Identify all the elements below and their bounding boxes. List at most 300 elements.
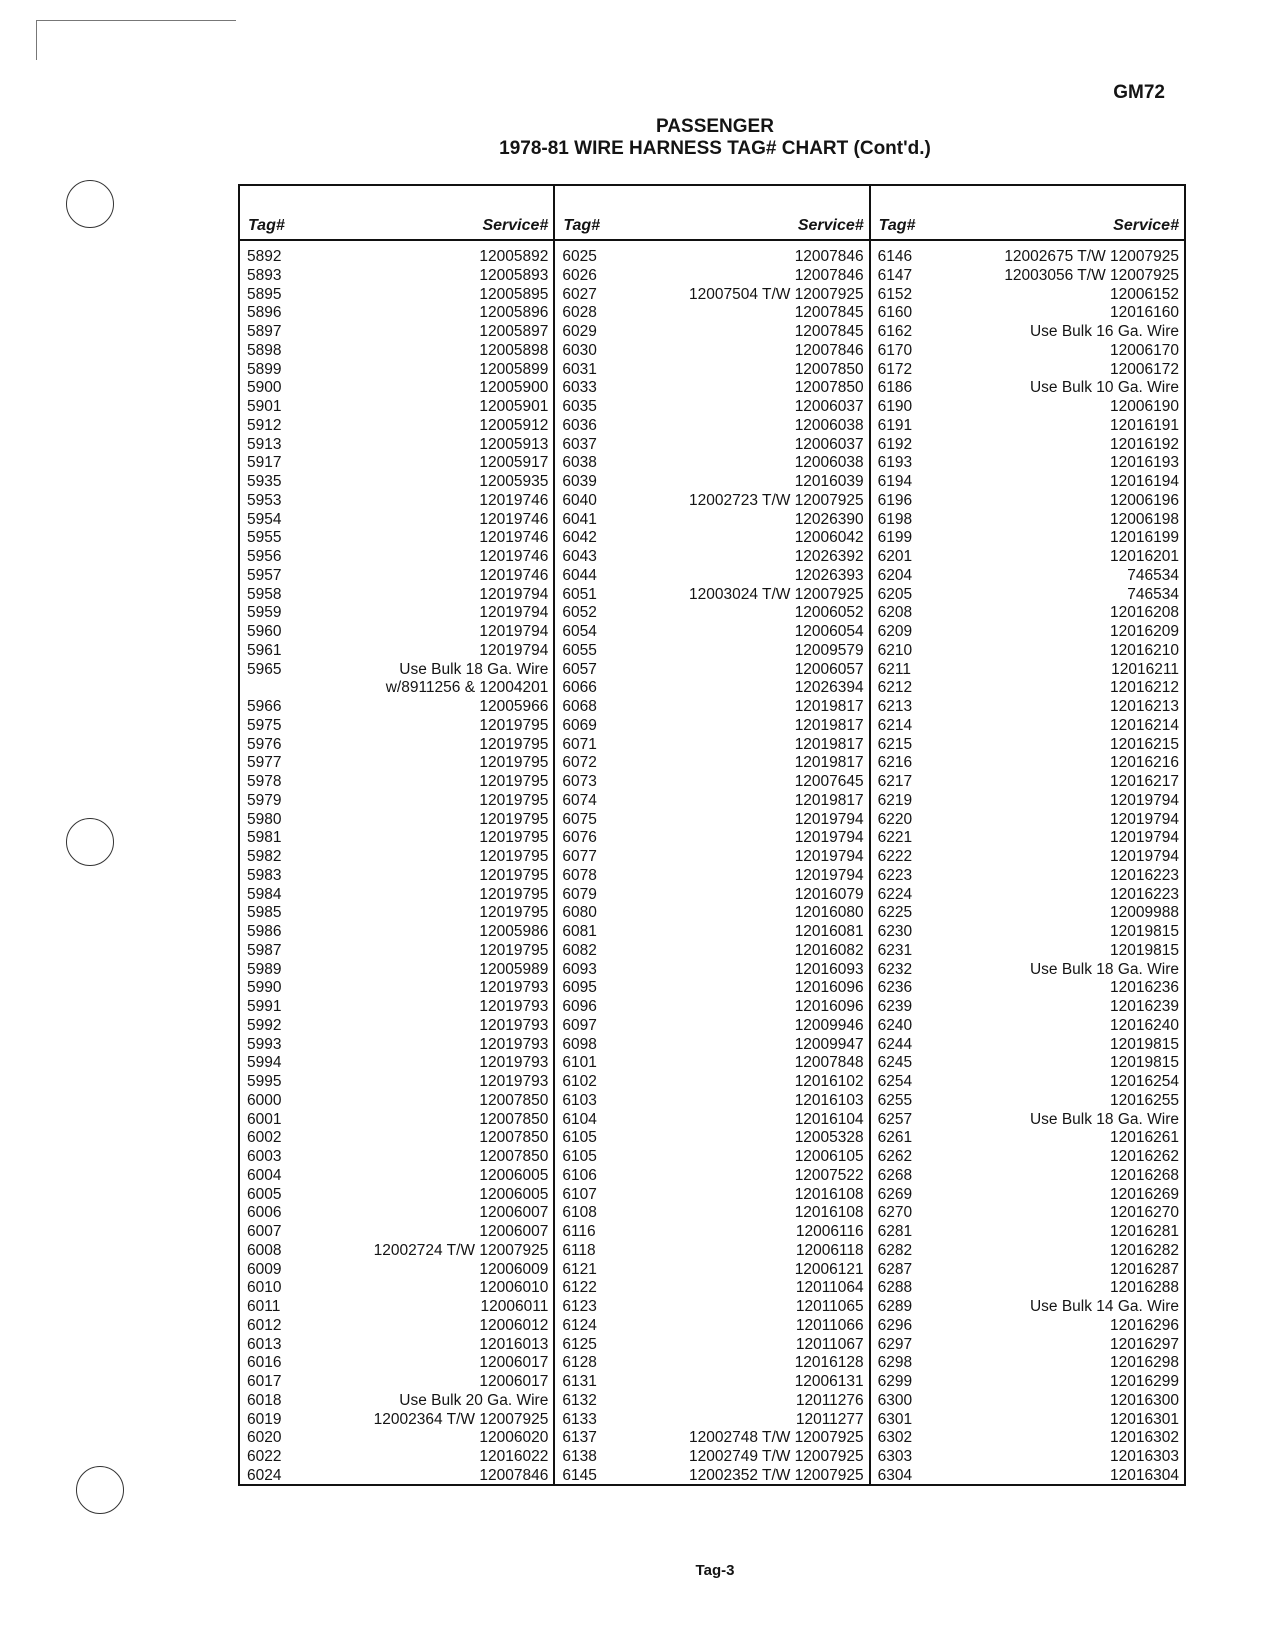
service-number: 12006005	[479, 1185, 549, 1203]
table-row	[555, 1073, 868, 1092]
service-number: 12016194	[1110, 473, 1179, 490]
service-number: 12007850	[794, 379, 864, 397]
table-row	[555, 1129, 868, 1148]
service-number: 12016193	[1110, 454, 1179, 472]
table-row	[871, 417, 1184, 436]
table-row	[240, 473, 553, 492]
service-number: 12006009	[479, 1260, 549, 1278]
tag-number: 5956	[247, 548, 282, 565]
table-row	[240, 979, 553, 998]
table-row	[555, 417, 868, 436]
tag-number: 5958	[247, 585, 282, 603]
table-row	[240, 886, 553, 905]
service-number: 12019794	[794, 829, 864, 847]
service-number: 12016093	[794, 960, 864, 978]
table-row	[240, 1317, 553, 1336]
tag-number: 6133	[562, 1410, 597, 1428]
service-number: 12016223	[1110, 885, 1179, 903]
table-row	[555, 1467, 868, 1486]
tag-number: 5955	[247, 529, 282, 547]
document-code: GM72	[1113, 82, 1165, 103]
tag-number: 5994	[247, 1054, 282, 1072]
tag-number: 6068	[562, 698, 597, 715]
service-number: 12019794	[1110, 810, 1179, 828]
tag-number: 5991	[247, 998, 282, 1015]
table-row	[240, 1242, 553, 1261]
table-row	[555, 529, 868, 548]
service-number: 12019795	[479, 941, 549, 959]
service-number: 12016297	[1110, 1335, 1179, 1353]
service-number: 12016223	[1110, 866, 1179, 884]
service-number: 12019795	[479, 773, 549, 790]
table-row	[240, 904, 553, 923]
tag-number: 6224	[877, 885, 913, 903]
service-number: 12005893	[479, 266, 549, 284]
tag-number: 6040	[562, 491, 597, 509]
table-row	[871, 848, 1184, 867]
title-line-1: PASSENGER	[656, 116, 774, 137]
tag-number: 6254	[877, 1073, 913, 1090]
table-row	[871, 754, 1184, 773]
service-number: 12002748 T/W 12007925	[688, 1429, 864, 1447]
service-number: 12006052	[794, 604, 864, 622]
service-number: 12019793	[479, 1054, 549, 1072]
service-number: 12019793	[479, 979, 549, 997]
service-number: 12016079	[794, 885, 864, 903]
column-header	[240, 186, 553, 241]
tag-number: 6013	[247, 1335, 282, 1353]
table-row	[871, 323, 1184, 342]
scan-edge-line	[36, 20, 236, 21]
service-number: 12016191	[1110, 416, 1179, 434]
tag-number: 6209	[877, 623, 913, 640]
table-row	[871, 436, 1184, 455]
tag-number: 6010	[247, 1279, 282, 1297]
service-number: 12019795	[479, 735, 549, 753]
tag-number: 5993	[247, 1035, 282, 1053]
service-number: 12019817	[794, 716, 864, 734]
table-row	[871, 529, 1184, 548]
service-number: 12002675 T/W 12007925	[1004, 248, 1179, 265]
tag-number: 6137	[562, 1429, 597, 1447]
tag-number: 6191	[877, 416, 913, 434]
service-number: 12016287	[1110, 1260, 1179, 1278]
table-row	[240, 1036, 553, 1055]
table-row	[871, 454, 1184, 473]
service-number: 12019817	[794, 735, 864, 753]
tag-number: 6304	[877, 1466, 913, 1484]
tag-number: 6028	[562, 304, 597, 322]
tag-number: 6038	[562, 454, 597, 472]
service-header: Service#	[1113, 217, 1179, 234]
table-row	[871, 604, 1184, 623]
tag-number: 6122	[562, 1279, 597, 1297]
service-number: 12002352 T/W 12007925	[688, 1466, 864, 1484]
table-row	[555, 717, 868, 736]
service-number: 12006054	[794, 623, 864, 640]
service-number: 12007522	[794, 1166, 864, 1184]
service-number: 12006118	[795, 1241, 864, 1259]
service-number: 12007848	[794, 1054, 864, 1072]
tag-number: 6017	[247, 1373, 282, 1390]
table-row	[240, 961, 553, 980]
tag-number: 5953	[247, 491, 282, 509]
tag-number: 6131	[562, 1373, 597, 1390]
table-row	[871, 286, 1184, 305]
table-row	[555, 848, 868, 867]
tag-number: 6001	[247, 1110, 282, 1128]
table-row	[871, 942, 1184, 961]
tag-number: 6201	[877, 548, 913, 565]
tag-number: 6289	[877, 1298, 913, 1315]
service-number: 12007846	[794, 266, 864, 284]
table-row	[240, 1129, 553, 1148]
service-number: 12019795	[479, 866, 549, 884]
service-number: 12009947	[794, 1035, 864, 1053]
service-number: 12005896	[479, 304, 549, 322]
tag-number: 6192	[877, 435, 913, 453]
tag-number: 6005	[247, 1185, 282, 1203]
tag-number: 5897	[247, 323, 282, 340]
service-number: 12006057	[794, 660, 864, 678]
table-column-1	[240, 186, 555, 1484]
service-number: 12016215	[1110, 735, 1179, 753]
tag-number: 5892	[247, 248, 282, 265]
table-row	[555, 604, 868, 623]
tag-number: 6205	[877, 585, 913, 603]
table-row	[871, 717, 1184, 736]
tag-number: 6121	[562, 1260, 597, 1278]
table-row	[240, 1054, 553, 1073]
service-number: 12016298	[1110, 1354, 1179, 1372]
tag-number: 6221	[877, 829, 913, 847]
service-number: 12003024 T/W 12007925	[688, 585, 864, 603]
tag-number: 5895	[247, 285, 282, 303]
service-number: w/8911256 & 12004201	[385, 679, 549, 697]
table-row	[240, 1336, 553, 1355]
table-row	[240, 848, 553, 867]
service-number: 12016082	[794, 941, 864, 959]
table-row	[555, 961, 868, 980]
tag-number: 5987	[247, 941, 282, 959]
tag-number: 6007	[247, 1223, 282, 1240]
service-number: 12002749 T/W 12007925	[688, 1448, 864, 1465]
tag-number: 5965	[247, 660, 282, 678]
table-row	[555, 754, 868, 773]
tag-number: 6078	[562, 866, 597, 884]
tag-number: 6236	[877, 979, 913, 997]
service-number: 12006037	[794, 398, 864, 415]
service-number: 12005892	[479, 248, 549, 265]
title-line-2: 1978-81 WIRE HARNESS TAG# CHART (Cont'd.)	[499, 138, 931, 159]
table-row	[871, 1111, 1184, 1130]
table-row	[871, 567, 1184, 586]
service-header: Service#	[482, 217, 549, 234]
tag-number: 6105	[562, 1129, 597, 1147]
table-row	[240, 323, 553, 342]
service-number: 12019746	[479, 529, 549, 547]
table-row	[871, 829, 1184, 848]
tag-number: 6125	[562, 1335, 597, 1353]
table-row	[871, 773, 1184, 792]
service-number: 12006131	[794, 1373, 864, 1390]
table-row	[555, 567, 868, 586]
tag-number: 6261	[877, 1129, 913, 1147]
table-row	[240, 1373, 553, 1392]
table-row	[240, 642, 553, 661]
tag-number: 6132	[562, 1391, 597, 1409]
table-row	[871, 1073, 1184, 1092]
service-number: 12016214	[1110, 716, 1179, 734]
service-number: 12019794	[479, 623, 549, 640]
service-number: 12019815	[1110, 1035, 1179, 1053]
table-row	[871, 642, 1184, 661]
service-number: 12019746	[479, 566, 549, 584]
table-row	[871, 473, 1184, 492]
tag-number: 6231	[877, 941, 913, 959]
service-number: 12005986	[479, 923, 549, 940]
service-number: 12005898	[479, 341, 549, 359]
tag-number: 5975	[247, 716, 282, 734]
table-row	[871, 586, 1184, 605]
service-number: 12016217	[1110, 773, 1179, 790]
table-row	[871, 1317, 1184, 1336]
tag-number: 5986	[247, 923, 282, 940]
service-number: 12019815	[1110, 1054, 1179, 1072]
tag-number: 5935	[247, 473, 282, 490]
tag-number: 5980	[247, 810, 282, 828]
tag-number: 6255	[877, 1091, 913, 1109]
tag-number: 6297	[877, 1335, 913, 1353]
tag-number: 5977	[247, 754, 282, 772]
tag-number: 6077	[562, 848, 597, 865]
table-row	[871, 1186, 1184, 1205]
table-row	[555, 548, 868, 567]
tag-number: 6146	[877, 248, 913, 265]
table-row	[240, 1467, 553, 1486]
tag-number: 6027	[562, 285, 597, 303]
tag-number: 6055	[562, 641, 597, 659]
service-number: 12016210	[1110, 641, 1179, 659]
tag-number: 6075	[562, 810, 597, 828]
table-row	[555, 323, 868, 342]
table-row	[555, 661, 868, 680]
tag-number: 5896	[247, 304, 282, 322]
service-number: 12016303	[1110, 1448, 1179, 1465]
service-number: 12016108	[794, 1204, 864, 1222]
table-row	[555, 998, 868, 1017]
table-row	[555, 1392, 868, 1411]
table-row	[871, 904, 1184, 923]
table-row	[871, 811, 1184, 830]
service-number: 12019817	[794, 698, 864, 715]
table-row	[871, 679, 1184, 698]
service-number: 12019817	[794, 791, 864, 809]
service-number: 12006007	[479, 1223, 549, 1240]
table-row	[555, 1429, 868, 1448]
tag-number: 5989	[247, 960, 282, 978]
tag-number: 5960	[247, 623, 282, 640]
service-number: Use Bulk 16 Ga. Wire	[1029, 323, 1179, 340]
table-row	[871, 379, 1184, 398]
table-row	[240, 1148, 553, 1167]
service-number: 12007850	[479, 1110, 549, 1128]
service-number: 12007845	[794, 323, 864, 340]
tag-number: 6232	[877, 960, 913, 978]
tag-number: 6022	[247, 1448, 282, 1465]
tag-number: 6300	[877, 1391, 913, 1409]
table-row	[871, 1054, 1184, 1073]
tag-number: 5992	[247, 1016, 282, 1034]
tag-number: 6220	[877, 810, 913, 828]
table-row	[240, 529, 553, 548]
service-number: 12005328	[794, 1129, 864, 1147]
service-number: 12005917	[479, 454, 549, 472]
service-number: 12016216	[1110, 754, 1179, 772]
tag-number: 6225	[877, 904, 913, 922]
tag-number: 6107	[562, 1185, 597, 1203]
table-row	[240, 1429, 553, 1448]
tag-number: 6029	[562, 323, 597, 340]
tag-number: 6152	[877, 285, 913, 303]
service-number: 12007846	[479, 1466, 549, 1484]
tag-number: 6211	[877, 660, 911, 678]
binder-hole-top	[66, 180, 114, 228]
service-number: 12019793	[479, 998, 549, 1015]
tag-number: 6102	[562, 1073, 597, 1090]
table-row	[871, 1148, 1184, 1167]
service-number: 12007504 T/W 12007925	[688, 285, 864, 303]
tag-number: 6296	[877, 1316, 913, 1334]
service-number: 12009946	[794, 1016, 864, 1034]
table-row	[240, 1298, 553, 1317]
tag-number: 5954	[247, 510, 282, 528]
tag-number: 6066	[562, 679, 597, 697]
service-number: 12016199	[1110, 529, 1179, 547]
table-row	[555, 1317, 868, 1336]
service-number: 12016288	[1110, 1279, 1179, 1297]
table-row	[555, 1092, 868, 1111]
service-number: 12016212	[1110, 679, 1179, 697]
tag-number: 6008	[247, 1241, 282, 1259]
table-row	[871, 1279, 1184, 1298]
tag-number: 5893	[247, 266, 282, 284]
service-number: 12016269	[1110, 1185, 1179, 1203]
service-number: 12019794	[1110, 791, 1179, 809]
table-row	[240, 361, 553, 380]
tag-number: 6106	[562, 1166, 597, 1184]
table-row	[240, 398, 553, 417]
tag-header: Tag#	[878, 217, 916, 234]
table-row	[555, 867, 868, 886]
table-row	[555, 248, 868, 267]
table-row	[871, 548, 1184, 567]
service-number: 12016104	[794, 1110, 864, 1128]
table-row	[240, 736, 553, 755]
service-number: 12019794	[794, 810, 864, 828]
table-row	[871, 1092, 1184, 1111]
tag-number: 5990	[247, 979, 282, 997]
tag-number: 6216	[877, 754, 913, 772]
tag-number: 5899	[247, 360, 282, 378]
tag-number: 6230	[877, 923, 913, 940]
table-row	[240, 717, 553, 736]
service-number: 12016013	[479, 1335, 549, 1353]
service-number: Use Bulk 18 Ga. Wire	[1029, 1110, 1179, 1128]
tag-number: 6303	[877, 1448, 913, 1465]
service-number: 12007645	[794, 773, 864, 790]
table-row	[555, 1036, 868, 1055]
table-row	[871, 304, 1184, 323]
tag-number: 6101	[562, 1054, 597, 1072]
tag-header: Tag#	[248, 217, 285, 234]
service-number: 12006190	[1110, 398, 1179, 415]
service-number: 12016213	[1110, 698, 1179, 715]
service-number: 12016022	[479, 1448, 549, 1465]
tag-number: 6257	[877, 1110, 913, 1128]
tag-number: 5983	[247, 866, 282, 884]
table-row	[240, 417, 553, 436]
row-list	[555, 241, 868, 1486]
tag-number: 6219	[877, 791, 913, 809]
table-row	[555, 286, 868, 305]
service-number: 12019795	[479, 791, 549, 809]
service-number: 12005935	[479, 473, 549, 490]
table-row	[555, 1373, 868, 1392]
service-number: 12019795	[479, 716, 549, 734]
tag-number: 6000	[247, 1091, 282, 1109]
table-row	[871, 1373, 1184, 1392]
table-row	[240, 379, 553, 398]
table-row	[555, 792, 868, 811]
tag-number: 6217	[877, 773, 913, 790]
row-list	[240, 241, 553, 1486]
table-row	[555, 1336, 868, 1355]
service-number: 12007850	[794, 360, 864, 378]
service-number: 12011065	[795, 1298, 864, 1315]
tag-number: 6079	[562, 885, 597, 903]
table-row	[871, 886, 1184, 905]
tag-number: 6074	[562, 791, 597, 809]
service-number: 12005899	[479, 360, 549, 378]
table-row	[871, 979, 1184, 998]
tag-number: 6041	[562, 510, 597, 528]
tag-number: 5912	[247, 416, 282, 434]
service-number: 12006172	[1110, 360, 1179, 378]
tag-number: 6186	[877, 379, 913, 397]
table-row	[871, 1467, 1184, 1486]
service-number: 12016262	[1110, 1148, 1179, 1165]
tag-number: 6299	[877, 1373, 913, 1390]
tag-number: 6196	[877, 491, 913, 509]
table-row	[555, 904, 868, 923]
table-row	[240, 661, 553, 680]
service-number: 12016192	[1110, 435, 1179, 453]
table-row	[871, 923, 1184, 942]
table-row	[871, 1223, 1184, 1242]
service-number: 12006010	[479, 1279, 549, 1297]
service-number: 12006012	[479, 1316, 549, 1334]
table-row	[240, 923, 553, 942]
service-number: 12019815	[1110, 923, 1179, 940]
service-number: 746534	[1127, 585, 1179, 603]
service-number: 12026392	[794, 548, 864, 565]
service-number: 12016255	[1110, 1091, 1179, 1109]
tag-number: 6269	[877, 1185, 913, 1203]
tag-number: 6082	[562, 941, 597, 959]
table-column-2	[555, 186, 870, 1484]
service-number: 12019746	[479, 548, 549, 565]
